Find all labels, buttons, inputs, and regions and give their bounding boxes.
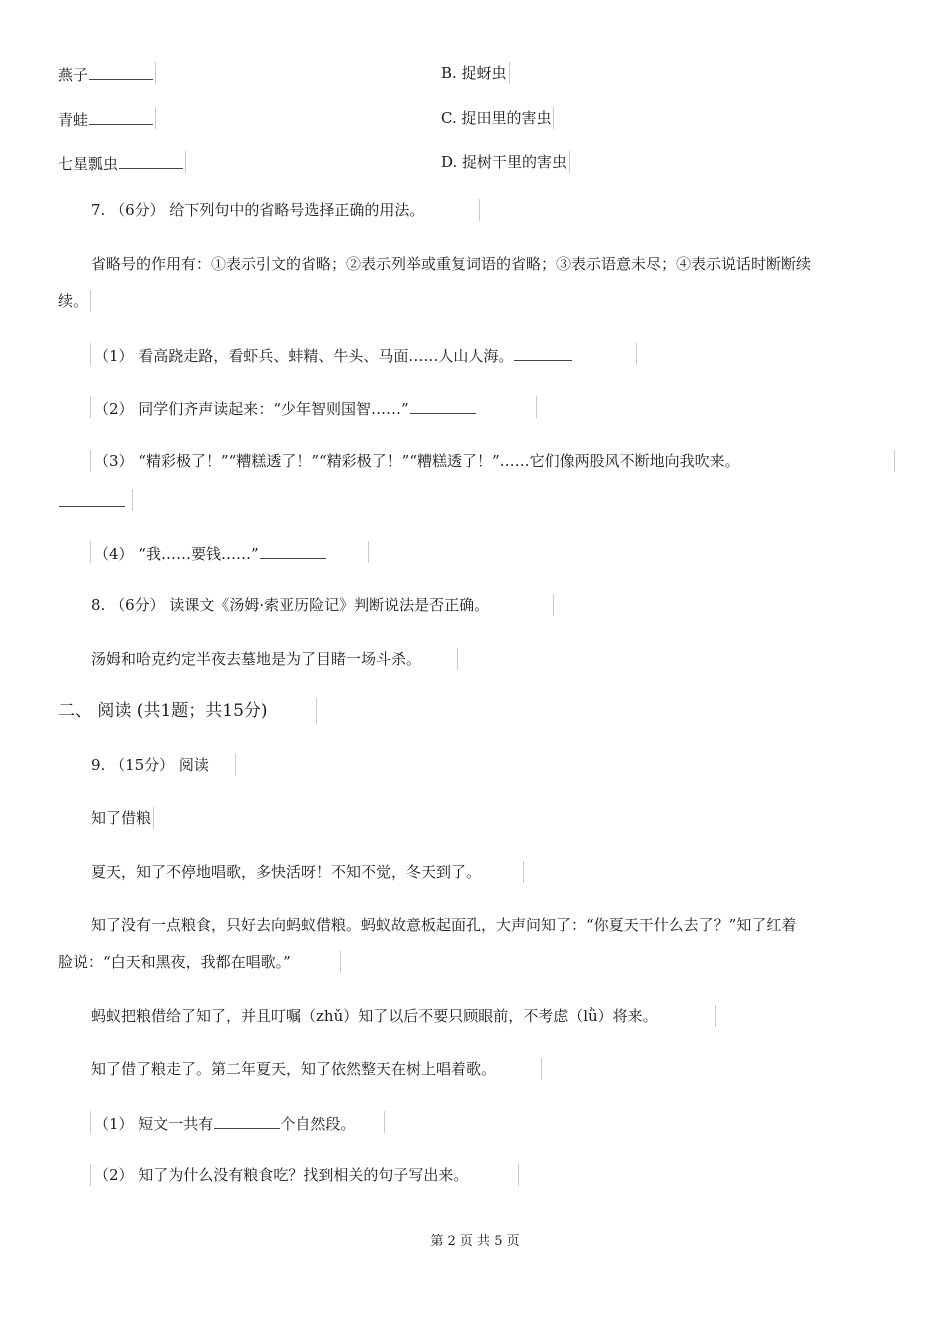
question-8-statement: 汤姆和哈克约定半夜去墓地是为了目睹一场斗杀。 [91,648,458,670]
match-right-3: D. 捉树干里的害虫 [441,151,570,173]
question-7-item-3: （3） “精彩极了！”“糟糕透了！”“精彩极了！”“糟糕透了！”……它们像两股风不断地向我吹来。 [90,450,895,472]
question-7-intro: 省略号的作用有：①表示引文的省略；②表示列举或重复词语的省略；③表示语意未尽；④表示说话时断断续 [91,255,812,273]
match-right-1: B. 捉蚜虫 [441,62,510,84]
question-9-sub-2: （2） 知了为什么没有粮食吃？找到相关的句子写出来。 [90,1164,519,1186]
answer-blank[interactable] [119,151,183,169]
answer-blank[interactable] [214,1111,280,1129]
story-paragraph-3: 蚂蚁把粮借给了知了，并且叮嘱（zhǔ）知了以后不要只顾眼前，不考虑（lǜ）将来。 [91,1005,716,1027]
answer-blank[interactable] [260,541,326,559]
question-8-title: 8. （6分） 读课文《汤姆·索亚历险记》判断说法是否正确。 [91,594,554,616]
question-9-title: 9. （15分） 阅读 [91,754,236,776]
question-7-item-1: （1） 看高跷走路，看虾兵、蚌精、牛头、马面……人山人海。 [90,343,637,365]
match-left-3: 七星瓢虫 [58,151,186,173]
story-title: 知了借粮 [91,807,154,829]
answer-blank[interactable] [89,62,153,80]
question-7-item-4: （4） “我……要钱……” [90,541,369,563]
match-left-2: 青蛙 [58,107,156,129]
answer-blank[interactable] [59,489,125,507]
question-7-item-3-blank [58,489,133,511]
story-paragraph-2: 知了没有一点粮食，只好去向蚂蚁借粮。蚂蚁故意板起面孔，大声问知了：“你夏天干什么去了？”知了红着 [91,916,797,934]
answer-blank[interactable] [410,396,476,414]
answer-blank[interactable] [89,107,153,125]
story-paragraph-2-cont: 脸说：“白天和黑夜，我都在唱歌。” [58,951,341,973]
question-7-intro-cont: 续。 [58,290,91,312]
question-7-item-2: （2） 同学们齐声读起来：“少年智则国智……” [90,396,537,418]
story-paragraph-4: 知了借了粮走了。第二年夏天，知了依然整天在树上唱着歌。 [91,1058,542,1080]
story-paragraph-1: 夏天，知了不停地唱歌，多快活呀！不知不觉，冬天到了。 [91,861,524,883]
match-left-1: 燕子 [58,62,156,84]
question-9-sub-1: （1） 短文一共有 个自然段。 [90,1111,385,1133]
section-2-heading: 二、 阅读 (共1题；共15分) [58,698,317,724]
question-7-title: 7. （6分） 给下列句中的省略号选择正确的用法。 [91,199,480,221]
page-footer: 第 2 页 共 5 页 [430,1234,520,1249]
match-right-2: C. 捉田里的害虫 [441,107,554,129]
answer-blank[interactable] [514,343,572,361]
